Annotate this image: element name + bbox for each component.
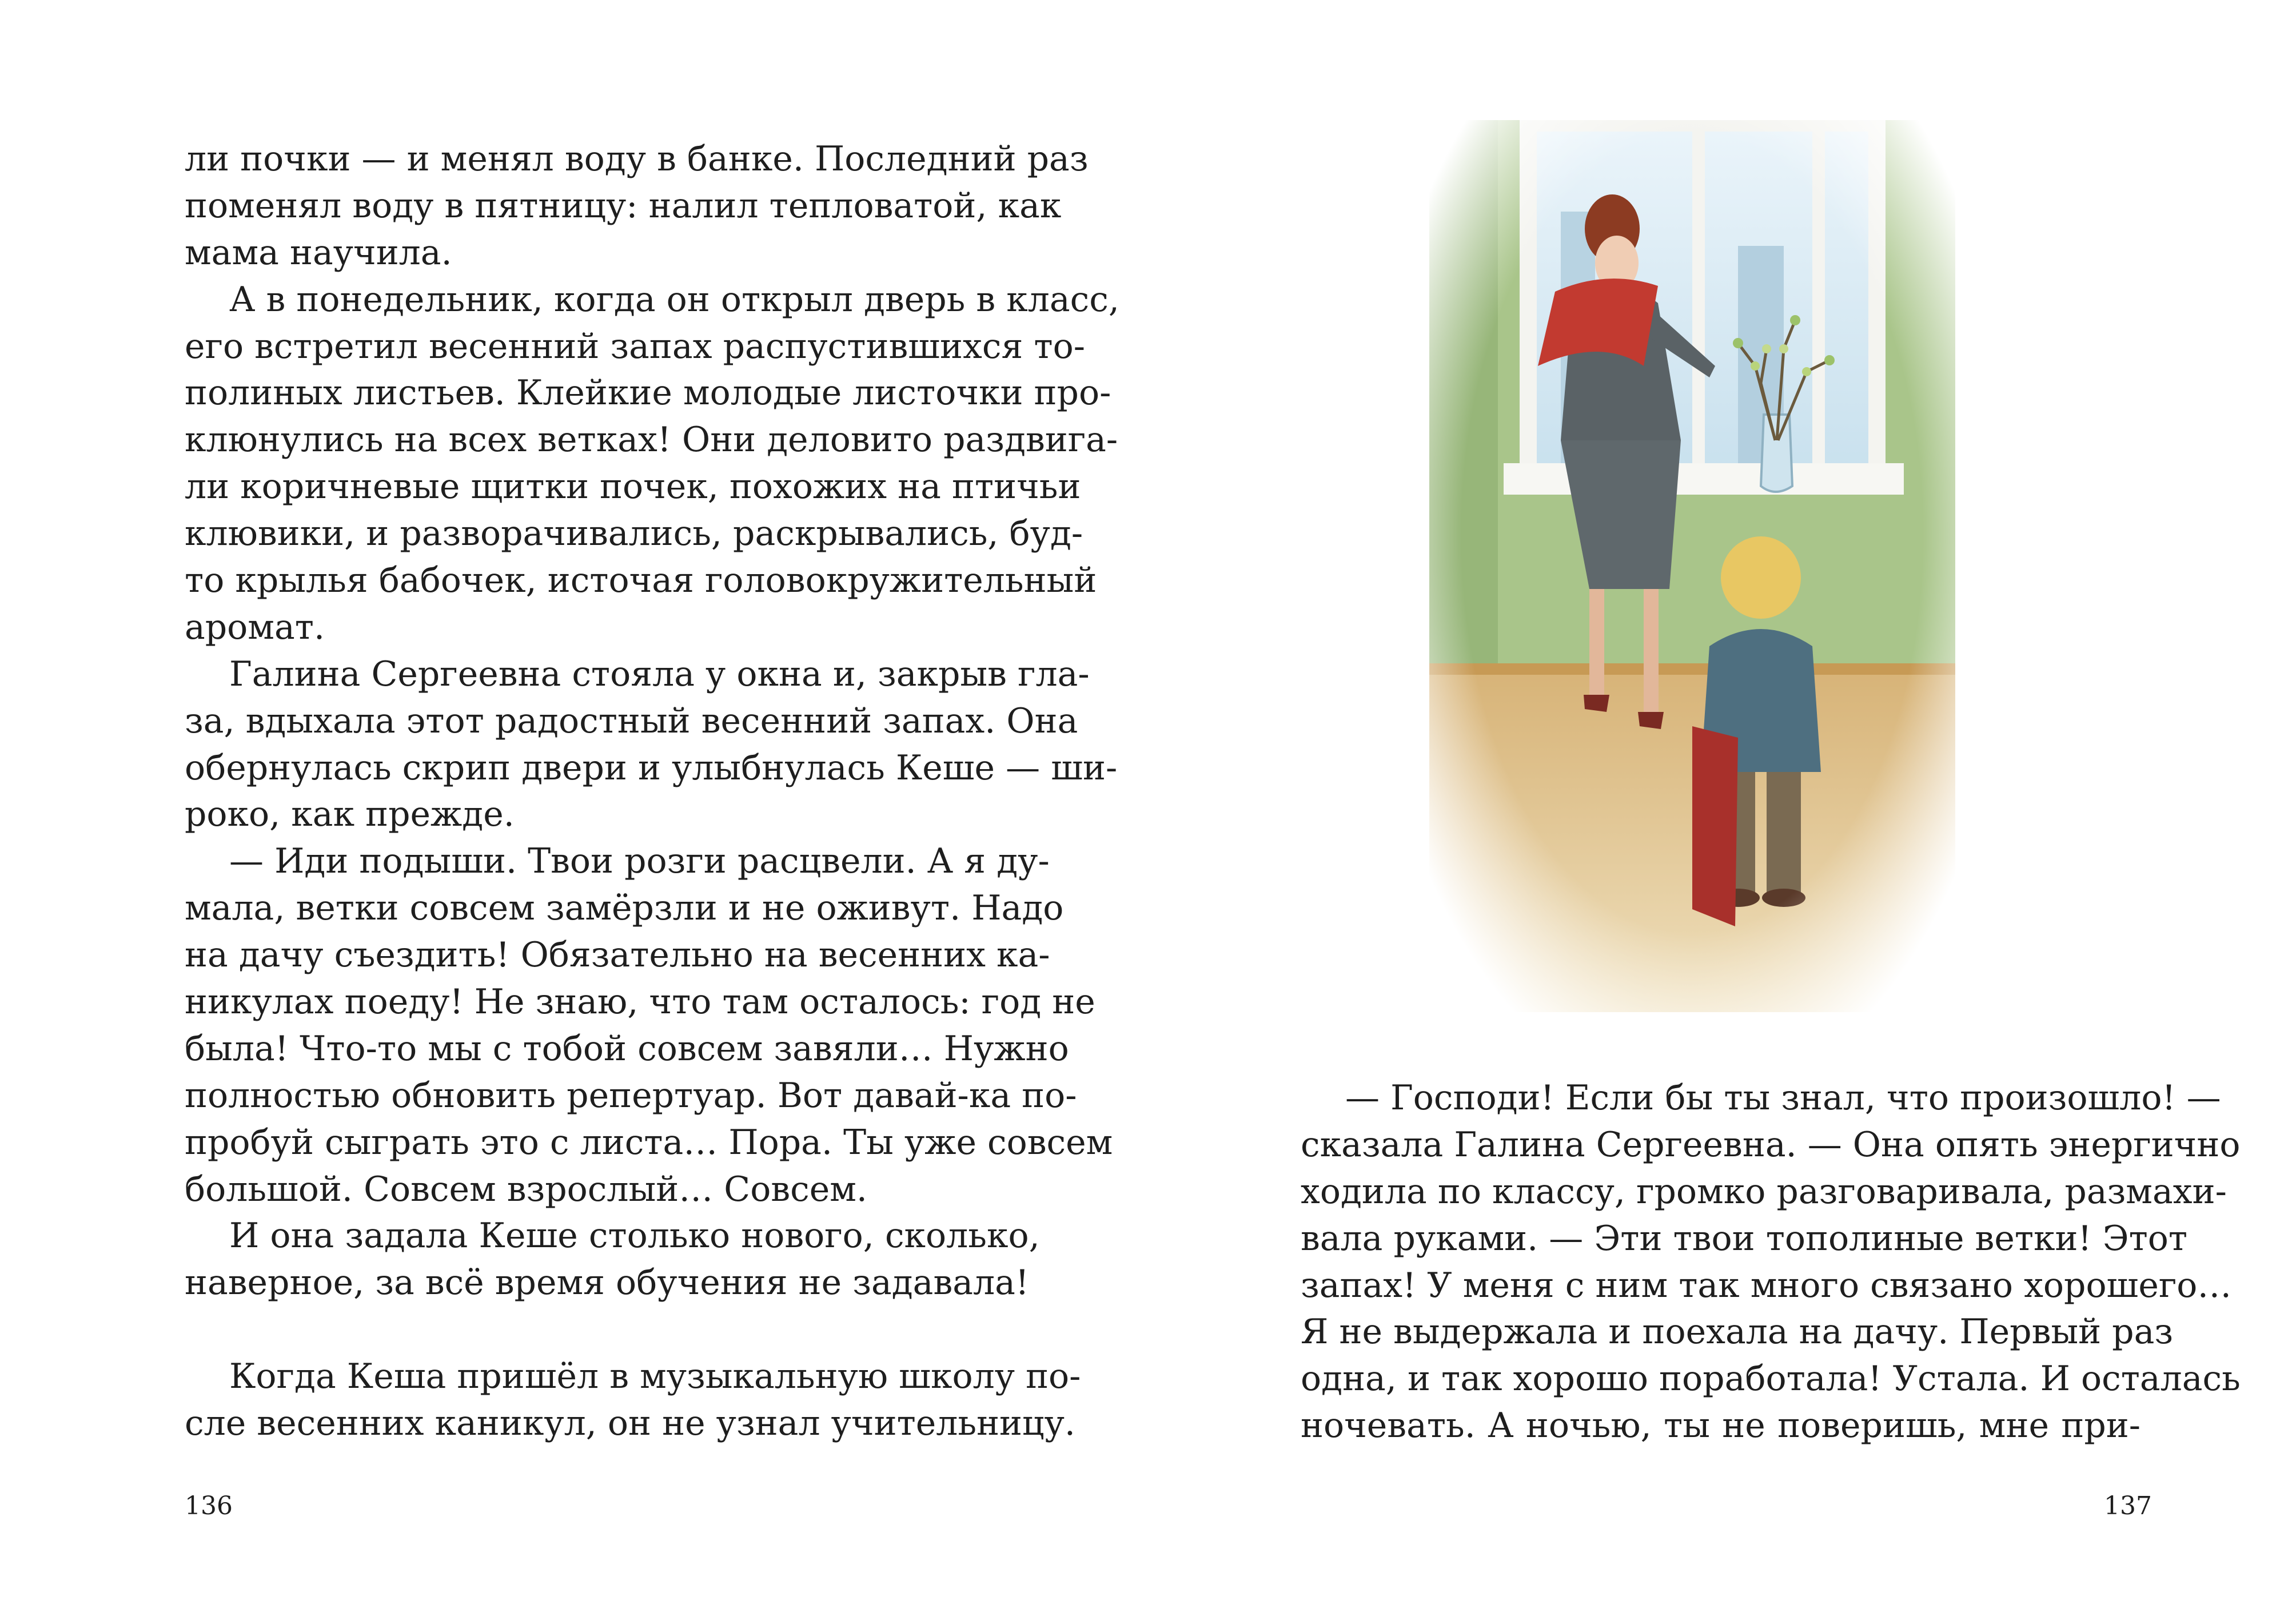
text-line: сле весенних каникул, он не узнал учительницу. bbox=[185, 1403, 1076, 1444]
text-line: Галина Сергеевна стояла у окна и, закрыв гла- bbox=[229, 654, 1090, 694]
text-line: клюнулись на всех ветках! Они деловито раздвига- bbox=[185, 420, 1118, 460]
text-line: роко, как прежде. bbox=[185, 794, 515, 835]
text-line: полиных листьев. Клейкие молодые листочки про- bbox=[185, 373, 1111, 413]
text-line: ходила по классу, громко разговаривала, размахи- bbox=[1301, 1171, 2227, 1212]
text-line: то крылья бабочек, источая головокружительный bbox=[185, 560, 1097, 601]
text-line: сказала Галина Сергеевна. — Она опять энергично bbox=[1301, 1124, 2241, 1165]
text-line: клювики, и разворачивались, раскрывались, буд- bbox=[185, 514, 1083, 554]
text-line: мала, ветки совсем замёрзли и не оживут. Надо bbox=[185, 888, 1064, 929]
text-line: наверное, за всё время обучения не задавала! bbox=[185, 1263, 1030, 1303]
text-line: ли почки — и менял воду в банке. Последний раз bbox=[185, 139, 1089, 179]
text-line: за, вдыхала этот радостный весенний запах. Она bbox=[185, 700, 1078, 741]
text-line: пробуй сыграть это с листа… Пора. Ты уже совсем bbox=[185, 1122, 1113, 1163]
text-line: Когда Кеша пришёл в музыкальную школу по- bbox=[229, 1356, 1081, 1397]
text-line: вала руками. — Эти твои тополиные ветки! Этот bbox=[1301, 1218, 2188, 1259]
text-line: мама научила. bbox=[185, 232, 452, 273]
text-line: — Иди подыши. Твои розги расцвели. А я ду- bbox=[229, 841, 1050, 882]
text-line: никулах поеду! Не знаю, что там осталось: год не bbox=[185, 982, 1095, 1022]
text-line: А в понедельник, когда он открыл дверь в класс, bbox=[229, 279, 1119, 320]
page-number-left: 136 bbox=[185, 1491, 233, 1521]
text-line: на дачу съездить! Обязательно на весенних ка- bbox=[185, 935, 1050, 976]
text-line: его встретил весенний запах распустившихся то- bbox=[185, 326, 1085, 367]
text-line: полностью обновить репертуар. Вот давай-ка по- bbox=[185, 1075, 1077, 1116]
text-line: одна, и так хорошо поработала! Устала. И осталась bbox=[1301, 1359, 2241, 1399]
illustration-teacher-at-window bbox=[1418, 97, 1967, 1046]
text-line: Я не выдержала и поехала на дачу. Первый раз bbox=[1301, 1312, 2174, 1352]
text-line: ли коричневые щитки почек, похожих на птичьи bbox=[185, 467, 1081, 507]
text-line: обернулась скрип двери и улыбнулась Кеше — ши- bbox=[185, 747, 1118, 788]
text-line: И она задала Кеше столько нового, сколько, bbox=[229, 1216, 1040, 1256]
page-number-right: 137 bbox=[2104, 1491, 2152, 1521]
text-line: большой. Совсем взрослый… Совсем. bbox=[185, 1169, 867, 1209]
left-page-body bbox=[185, 136, 1119, 1447]
text-line: — Господи! Если бы ты знал, что произошло! — bbox=[1345, 1078, 2221, 1118]
text-line: запах! У меня с ним так много связано хорошего… bbox=[1301, 1265, 2232, 1305]
right-page-body bbox=[1301, 1075, 2241, 1450]
text-line: аромат. bbox=[185, 607, 325, 647]
text-line: была! Что-то мы с тобой совсем завяли… Нужно bbox=[185, 1028, 1069, 1069]
text-line: поменял воду в пятницу: налил тепловатой, как bbox=[185, 185, 1062, 226]
section-break bbox=[185, 1307, 1023, 1354]
text-line: ночевать. А ночью, ты не поверишь, мне при- bbox=[1301, 1406, 2140, 1446]
